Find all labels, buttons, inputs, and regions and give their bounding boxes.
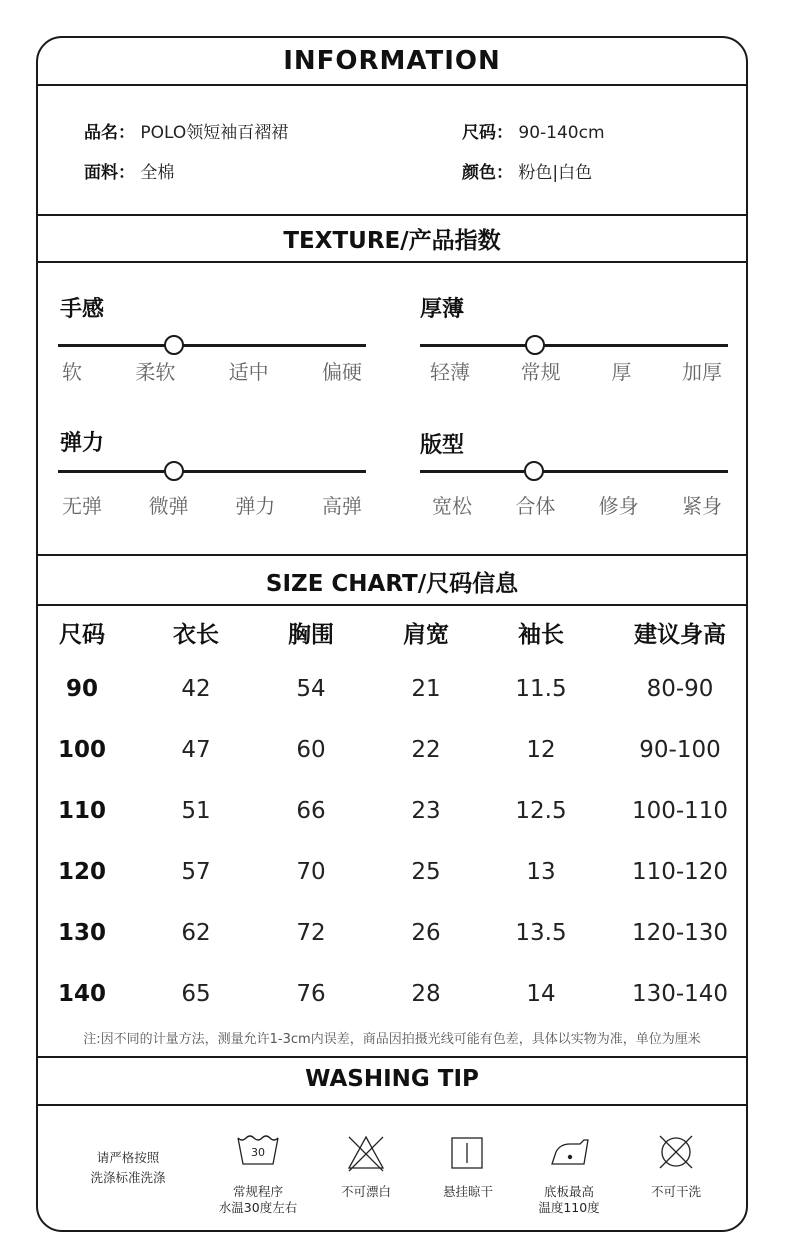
divider: [38, 214, 746, 216]
texture-fit-label: 合体: [515, 494, 556, 518]
size-chart-title: SIZE CHART/尺码信息: [265, 571, 519, 597]
no-bleach-icon: [346, 1134, 386, 1172]
iron-low-label: [508, 1184, 630, 1216]
table-row: [38, 676, 748, 716]
table-cell: 12: [526, 737, 556, 763]
texture-feel-title: 手感: [60, 297, 105, 322]
table-cell: 130: [57, 920, 107, 946]
fabric-row: [84, 158, 174, 183]
table-row: [38, 981, 748, 1021]
table-cell: 130-140: [631, 981, 729, 1007]
table-cell: 90-100: [639, 737, 721, 763]
divider: [38, 604, 746, 606]
texture-fit-label: 宽松: [432, 494, 472, 518]
size-table-header: [38, 616, 748, 656]
divider: [38, 261, 746, 263]
texture-elasticity-labels: [62, 490, 362, 519]
measurement-note: 注:因不同的计量方法，测量允许1-3cm内误差，商品因拍摄光线可能有色差，具体以实物为准，单位为厘米: [83, 1032, 701, 1047]
wash-label-line: 底板最高: [543, 1184, 594, 1199]
divider: [38, 1056, 746, 1058]
table-cell: 90: [65, 676, 99, 702]
table-cell: 23: [411, 798, 441, 824]
wash-label-line: 不可漂白: [340, 1184, 391, 1199]
table-cell: 140: [57, 981, 107, 1007]
texture-thickness-label: 轻薄: [430, 360, 470, 384]
table-cell: 66: [296, 798, 326, 824]
table-cell: 100: [57, 737, 107, 763]
table-row: [38, 859, 748, 899]
table-cell: 60: [296, 737, 326, 763]
washing-intro-line: 洗涤标准洗涤: [90, 1170, 166, 1185]
color-row: [462, 158, 592, 183]
texture-elasticity-label: 微弹: [148, 494, 189, 518]
texture-thickness-knob: [525, 335, 545, 355]
wash-30-icon: [234, 1134, 282, 1168]
no-bleach-label: [308, 1184, 424, 1200]
texture-title: TEXTURE/产品指数: [283, 228, 501, 254]
texture-feel-knob: [164, 335, 184, 355]
table-row: [38, 798, 748, 838]
wash-temperature: 30: [251, 1146, 265, 1159]
table-cell: 72: [296, 920, 326, 946]
table-cell: 28: [411, 981, 441, 1007]
size-range-row: [462, 118, 605, 143]
fabric-value: 全棉: [140, 163, 175, 183]
product-name-label: 品名：: [84, 123, 135, 143]
texture-elasticity-label: 无弹: [62, 494, 102, 518]
texture-fit-title: 版型: [420, 433, 465, 458]
table-cell: 80-90: [646, 676, 714, 702]
table-cell: 26: [411, 920, 441, 946]
table-cell: 22: [411, 737, 441, 763]
texture-thickness-label: 加厚: [681, 360, 722, 384]
texture-elasticity-label: 高弹: [321, 494, 362, 518]
divider: [38, 84, 746, 86]
table-cell: 25: [411, 859, 441, 885]
color-value: 粉色|白色: [518, 163, 593, 183]
texture-fit-knob: [524, 461, 544, 481]
table-row: [38, 920, 748, 960]
table-cell: 12.5: [515, 798, 567, 824]
texture-thickness-labels: [430, 356, 722, 385]
product-name-row: [84, 118, 288, 143]
table-cell: 76: [296, 981, 326, 1007]
table-cell: 120-130: [631, 920, 729, 946]
fabric-label: 面料：: [84, 163, 135, 183]
texture-thickness-label: 厚: [611, 360, 632, 384]
wash-label-line: 温度110度: [538, 1200, 600, 1215]
size-range-value: 90-140cm: [518, 123, 605, 143]
wash-30-label: [198, 1184, 318, 1216]
table-cell: 14: [526, 981, 556, 1007]
washing-intro-line: 请严格按照: [96, 1150, 160, 1165]
table-cell: 110: [57, 798, 107, 824]
iron-low-icon: [548, 1136, 590, 1168]
wash-label-line: 不可干洗: [650, 1184, 701, 1199]
divider: [38, 554, 746, 556]
texture-feel-label: 偏硬: [321, 360, 362, 384]
table-cell: 13: [526, 859, 556, 885]
washing-intro: [68, 1150, 188, 1186]
texture-thickness-label: 常规: [520, 360, 561, 384]
header-cell: 建议身高: [634, 622, 726, 648]
texture-fit-track: [420, 470, 728, 473]
texture-elasticity-title: 弹力: [60, 431, 105, 456]
header-cell: 肩宽: [403, 622, 449, 648]
texture-feel-labels: [62, 356, 362, 385]
table-cell: 62: [181, 920, 211, 946]
no-dry-clean-label: [618, 1184, 734, 1200]
table-row: [38, 737, 748, 777]
divider: [38, 1104, 746, 1106]
table-cell: 65: [181, 981, 211, 1007]
table-cell: 47: [181, 737, 211, 763]
info-card: [36, 36, 748, 1232]
header-cell: 袖长: [518, 622, 564, 648]
wash-label-line: 悬挂晾干: [442, 1184, 493, 1199]
header-cell: 衣长: [173, 622, 219, 648]
texture-feel-label: 适中: [228, 360, 269, 384]
texture-elasticity-track: [58, 470, 366, 473]
texture-feel-track: [58, 344, 366, 347]
texture-feel-label: 软: [62, 360, 82, 384]
table-cell: 11.5: [515, 676, 567, 702]
texture-fit-labels: [432, 490, 722, 519]
wash-label-line: 常规程序: [232, 1184, 283, 1199]
washing-tip-title: WASHING TIP: [305, 1066, 479, 1092]
table-cell: 51: [181, 798, 211, 824]
texture-elasticity-label: 弹力: [235, 494, 276, 518]
texture-fit-label: 修身: [598, 494, 639, 518]
table-cell: 110-120: [631, 859, 729, 885]
texture-feel-label: 柔软: [135, 360, 176, 384]
wash-label-line: 水温30度左右: [218, 1200, 298, 1215]
header-cell: 胸围: [288, 622, 334, 648]
texture-thickness-title: 厚薄: [420, 297, 465, 322]
table-cell: 57: [181, 859, 211, 885]
hang-dry-icon: [450, 1136, 484, 1170]
no-dry-clean-icon: [656, 1132, 696, 1172]
table-cell: 100-110: [631, 798, 729, 824]
texture-elasticity-knob: [164, 461, 184, 481]
product-name-value: POLO领短袖百褶裙: [140, 123, 289, 143]
header-cell: 尺码: [59, 622, 105, 648]
table-cell: 21: [411, 676, 441, 702]
information-title: INFORMATION: [283, 46, 501, 76]
size-range-label: 尺码：: [462, 123, 513, 143]
table-cell: 42: [181, 676, 211, 702]
texture-fit-label: 紧身: [681, 494, 722, 518]
table-cell: 54: [296, 676, 326, 702]
table-cell: 13.5: [515, 920, 567, 946]
texture-thickness-track: [420, 344, 728, 347]
table-cell: 70: [296, 859, 326, 885]
color-label: 颜色：: [462, 163, 513, 183]
table-cell: 120: [57, 859, 107, 885]
